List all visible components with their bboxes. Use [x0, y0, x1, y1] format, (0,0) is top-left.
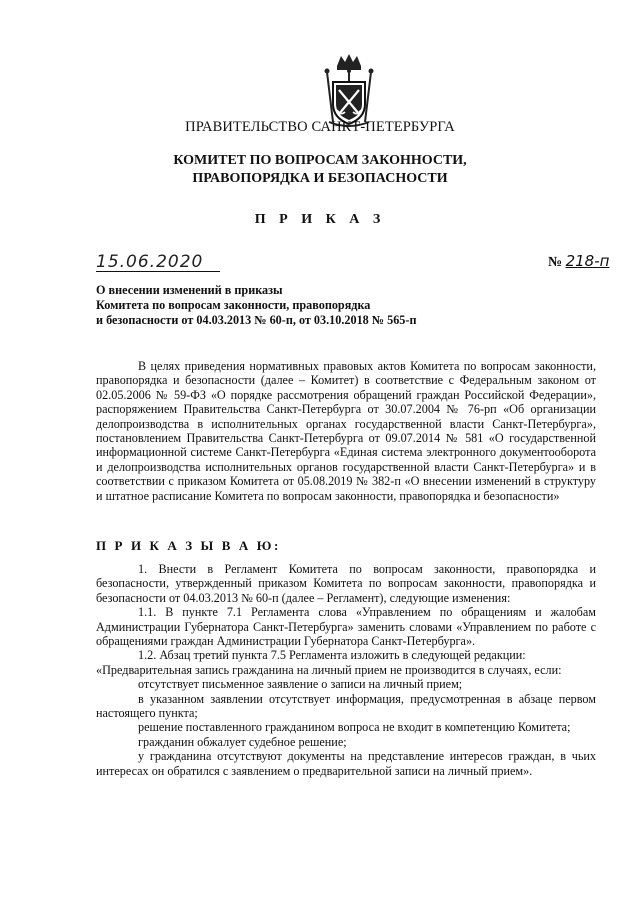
- committee-name-line1: КОМИТЕТ ПО ВОПРОСАМ ЗАКОННОСТИ,: [173, 153, 467, 168]
- coat-of-arms-emblem: [321, 52, 377, 128]
- date-underline: [96, 271, 220, 272]
- preamble-block: [96, 359, 596, 503]
- committee-name-line2: ПРАВОПОРЯДКА И БЕЗОПАСНОСТИ: [192, 171, 448, 186]
- item-1-2: 1.2. Абзац третий пункта 7.5 Регламента изложить в следующей редакции:: [138, 648, 526, 663]
- number-value: 218-п: [565, 252, 610, 270]
- preamble-paragraph: В целях приведения нормативных правовых актов Комитета по вопросам законности, правопорядка и безопасности (далее – Комитет) в соответствие с Федеральным законом от 02.05.2006 № 59-ФЗ «О порядке рассмотрения обращений граждан Российской Федерации», распоряжением Правительства Санкт-Петербурга от 30.07.2004 № 76-рп «Об организации делопроизводства в исполнительных органах государственной власти Санкт-Петербурга», постановлением Правительства Санкт-Петербурга от 09.07.2014 № 581 «О государственной информационной системе Санкт-Петербурга «Единая система электронного документооборота и делопроизводства исполнительных органов государственной власти Санкт-Петербурга» и в соответствии с приказом Комитета от 05.08.2019 № 382-п «О внесении изменений в структуру и штатное расписание Комитета по вопросам законности, правопорядка и безопасности»: [96, 359, 596, 503]
- order-date: 15.06.2020: [96, 252, 204, 272]
- item-1: 1. Внести в Регламент Комитета по вопросам законности, правопорядка и безопасности, утвержденный приказом Комитета по вопросам законности, правопорядка и безопасности от 04.03.2013 № 60-п (далее – Регламент), следующие изменения:: [96, 562, 596, 605]
- committee-name: [0, 152, 640, 188]
- order-items-block: [96, 562, 596, 778]
- order-number: [548, 252, 609, 271]
- document-type-title: П Р И К А З: [254, 212, 386, 227]
- item-1-1: 1.1. В пункте 7.1 Регламента слова «Управлением по обращениям и жалобам Администрации Губернатора Санкт-Петербурга» заменить словами «Управлением по работе с обращениями граждан Администрации Губернатора Санкт-Петербурга».: [96, 605, 596, 649]
- quote-case-1: отсутствует письменное заявление о записи на личный прием;: [138, 677, 463, 692]
- order-decree-word: П Р И К А З Ы В А Ю:: [96, 538, 281, 553]
- subject-line3: и безопасности от 04.03.2013 № 60-п, от 03.10.2018 № 565-п: [96, 313, 417, 327]
- government-name: ПРАВИТЕЛЬСТВО САНКТ-ПЕТЕРБУРГА: [185, 119, 455, 135]
- quote-intro: «Предварительная запись гражданина на личный прием не производится в случаях, если:: [96, 662, 562, 677]
- quote-case-4: гражданин обжалует судебное решение;: [138, 734, 347, 749]
- quote-case-3: решение поставленного гражданином вопроса не входит в компетенцию Комитета;: [138, 720, 571, 735]
- order-subject: [96, 283, 416, 328]
- quote-case-5: у гражданина отсутствуют документы на представление интересов граждан, в чьих интересах он обратился с заявлением о предварительной записи на личный прием».: [96, 749, 596, 778]
- subject-line2: Комитета по вопросам законности, правопорядка: [96, 298, 371, 312]
- number-sign: №: [548, 255, 563, 270]
- quote-case-2: в указанном заявлении отсутствует информация, предусмотренная в абзаце первом настоящего пункта;: [96, 691, 596, 721]
- subject-line1: О внесении изменений в приказы: [96, 283, 283, 297]
